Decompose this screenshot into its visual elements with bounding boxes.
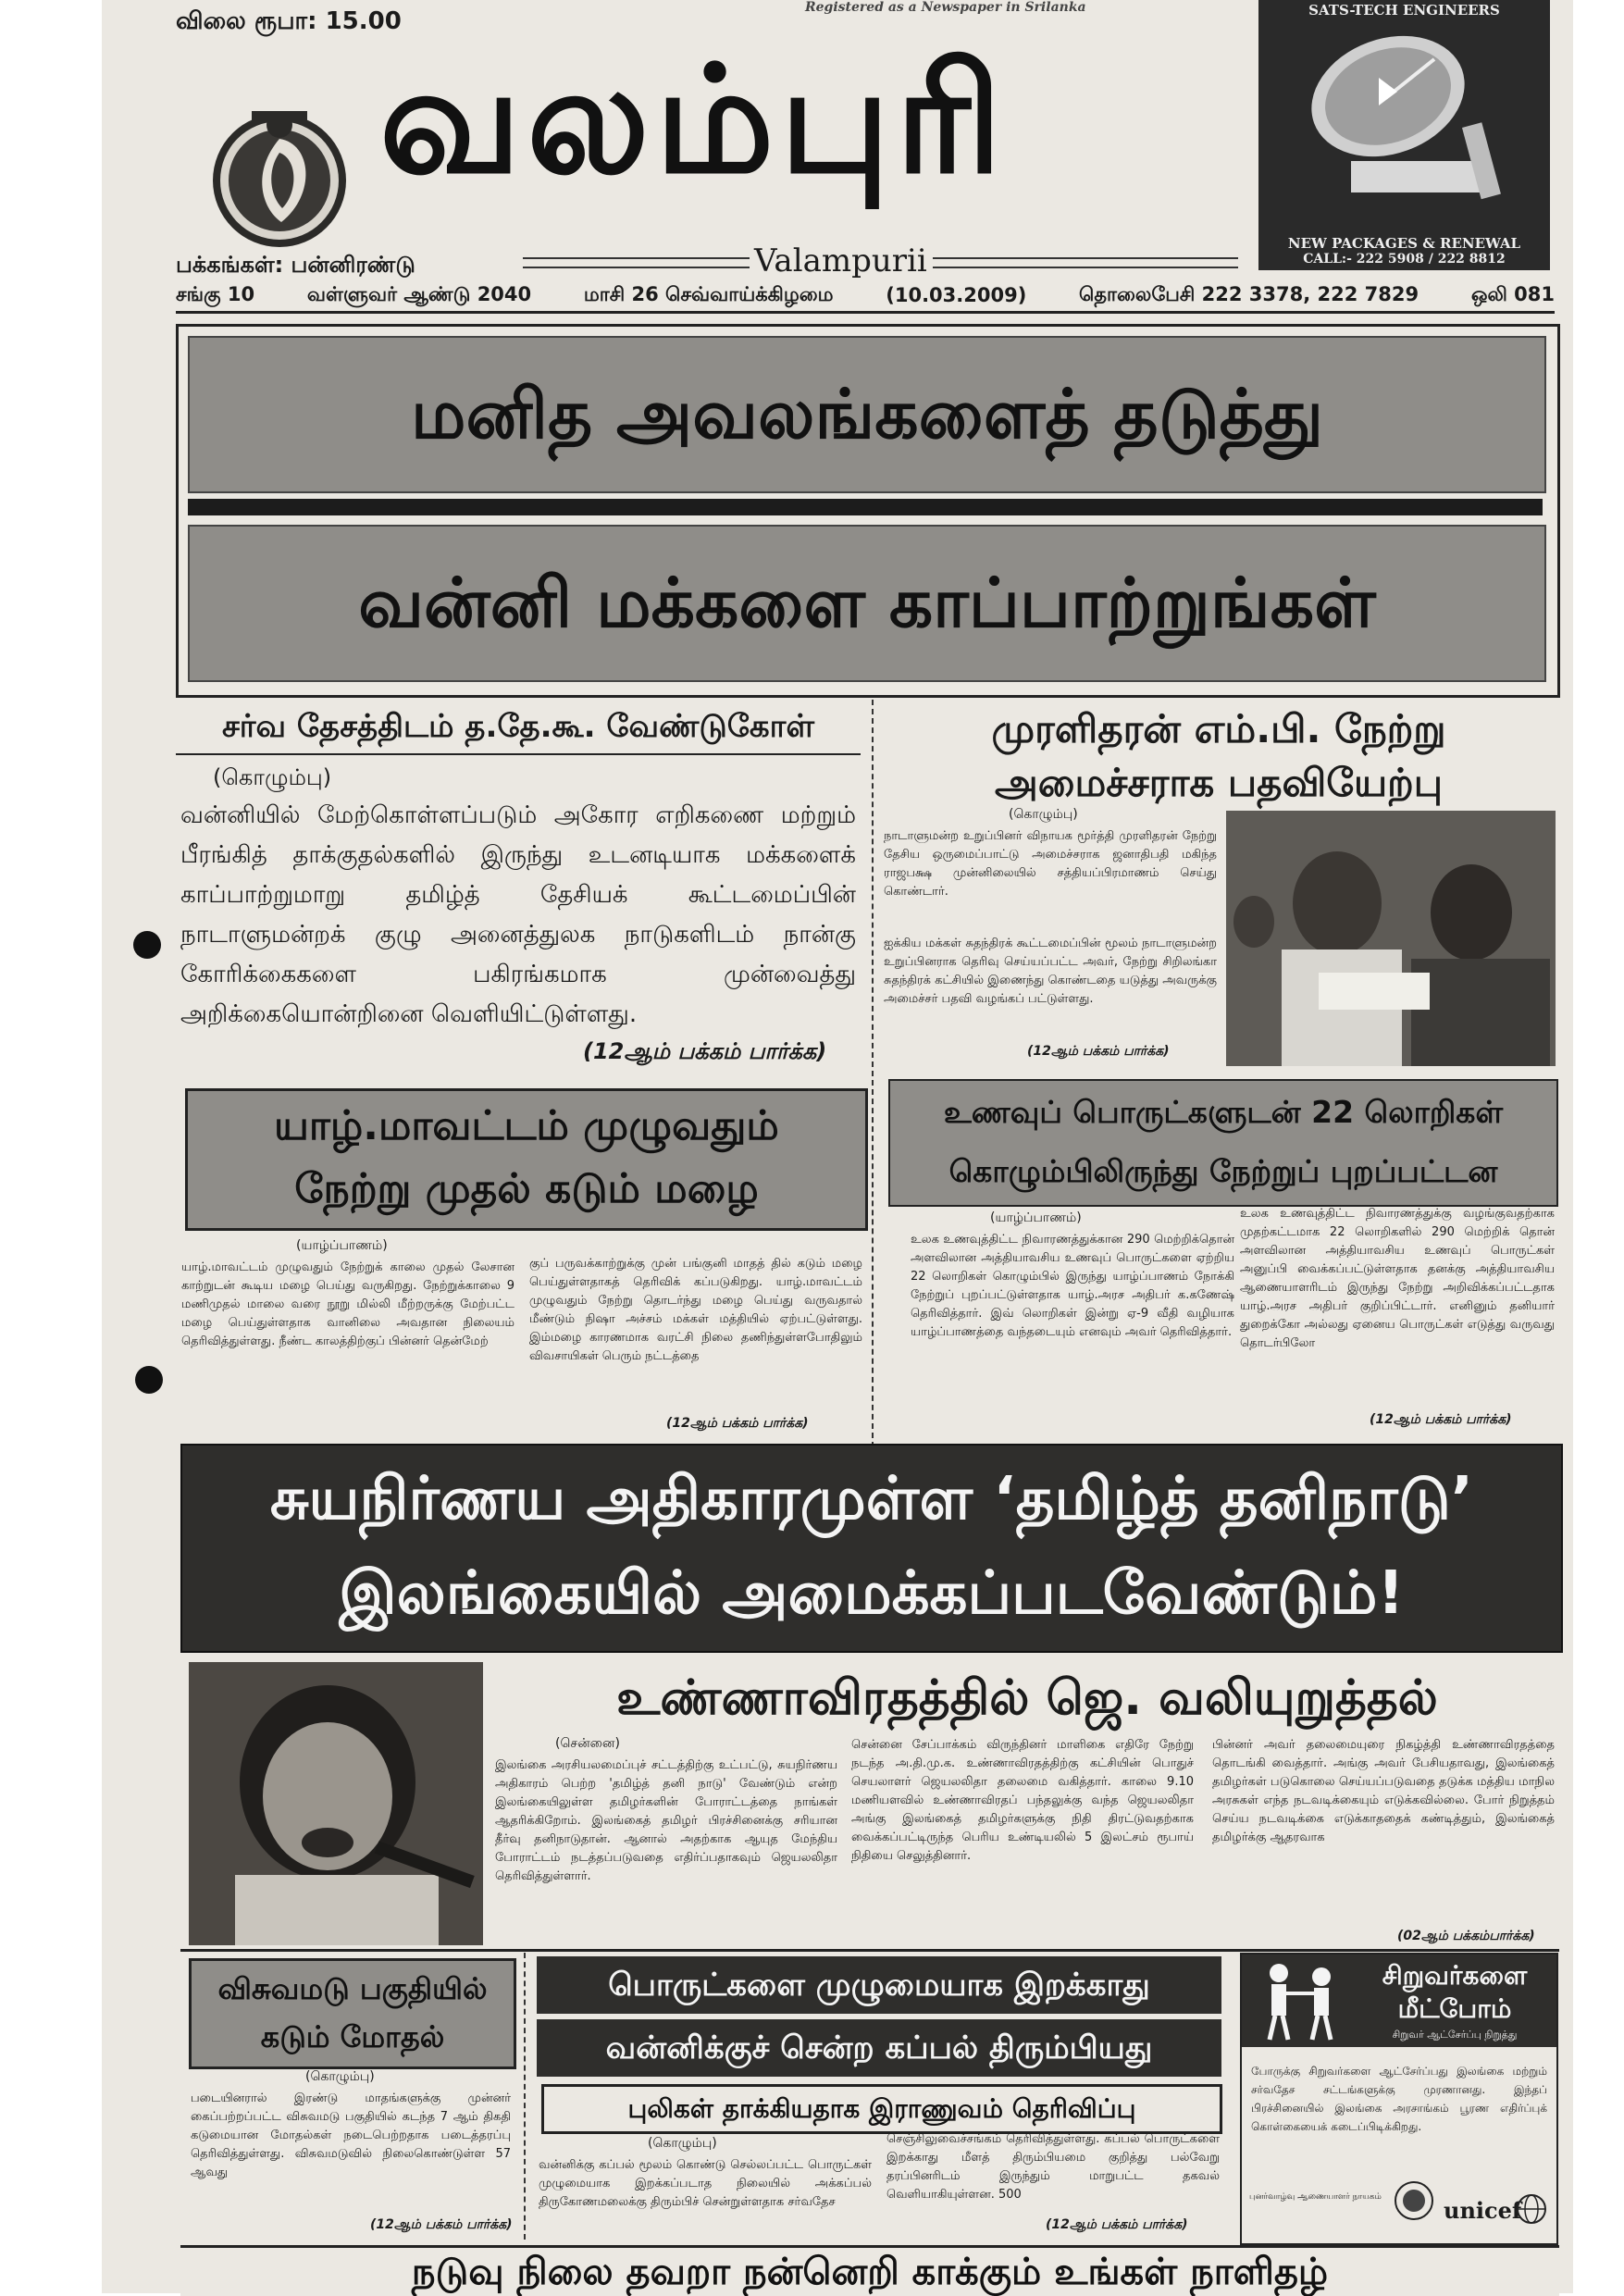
ad-call: CALL:- 222 5908 / 222 8812	[1303, 252, 1506, 267]
unicef-globe-icon	[1516, 2193, 1547, 2225]
ad-unicef-text: போருக்கு சிறுவர்களை ஆட்சேர்ப்பது இலங்கை மற்றும் சர்வதேச சட்டங்களுக்கு முரணானது. இந்தப் பிரச்சினையில் இலங்கை அரசாங்கம் பூரண எதிர்ப்புக் கொள்கையைக் கடைப்பிடிக்கிறது.	[1251, 2065, 1547, 2133]
rain-col1: யாழ்.மாவட்டம் முழுவதும் நேற்றுக் காலை முதல் லேசான காற்றுடன் கூடிய மழை பெய்து வருகிறது. நேற்றுக்காலை 9 மணிமுதல் மாலை வரை நூறு மில்லி மீற்றருக்கு மேற்பட்ட மழை பெய்துள்ளதாக வானிலை அவதான நிலையம் தெரிவித்துள்ளது. நீண்ட காலத்திற்குப் பின்னர் தென்மேற்	[181, 1260, 514, 1348]
ad-sats-tech	[1258, 0, 1550, 270]
ship-col2: செஞ்சிலுவைச்சங்கம் தெரிவித்துள்ளது. கப்பல் பொருட்களை இறக்காது மீளத் திரும்பியமை குறித்து பல்வேறு தரப்பினரிடம் இருந்தும் மாறுபட்ட தகவல் வெளியாகியுள்ளன. 500	[886, 2132, 1220, 2202]
lorries-continued: (12ஆம் பக்கம் பார்க்க)	[1370, 1412, 1512, 1427]
second-headline-box	[180, 1444, 1563, 1653]
punch-hole	[133, 931, 161, 959]
rain-col2: குப் பருவக்காற்றுக்கு முன் பங்குனி மாதத் தில் கடும் மழை பெய்துள்ளதாகத் தெரிவிக் கப்படுகிறது. யாழ்.மாவட்டம் முழுவதும் நேற்று தொடர்ந்து மழை பெய்து வருவதால் மீண்டும் நிஷா அச்சம் மக்கள் மத்தியில் ஏற்பட்டுள்ளது. இம்மழை காரணமாக வரட்சி நிலை தணிந்துள்ளபோதிலும் விவசாயிகள் பெரும் நட்டத்தை	[529, 1257, 862, 1363]
lorries-headline-box	[888, 1079, 1558, 1207]
column-divider	[872, 700, 874, 1447]
jaya-dateline: (சென்னை)	[555, 1736, 620, 1751]
rain-continued: (12ஆம் பக்கம் பார்க்க)	[666, 1416, 809, 1431]
punch-hole	[135, 1366, 163, 1394]
ship-subhead: புலிகள் தாக்கியதாக இராணுவம் தெரிவிப்பு	[627, 2093, 1136, 2124]
ad-unicef-heading-1: சிறுவர்களை	[1382, 1960, 1528, 1991]
conch-emblem	[196, 93, 363, 259]
jayalalitha-photo	[189, 1662, 483, 1945]
ship-headline-2-box	[537, 2019, 1221, 2077]
tna-headline-rule	[176, 753, 861, 755]
jaya-col2: சென்னை சேப்பாக்கம் விருந்தினர் மாளிகை எதிரே நேற்று நடந்த அ.தி.மு.க. உண்ணாவிரதத்திற்கு கட்சியின் பொதுச் செயலாளர் ஜெயலலிதா தலைமை வகித்தார். காலை 9.10 மணியளவில் உண்ணாவிரதப் பந்தலுக்கு வந்த ஜெயலலிதா அங்கு இலங்கைத் தமிழர்களுக்கு நிதி திரட்டுவதற்காக வைக்கப்பட்டிருந்த பெரிய உண்டியலில் 5 இலட்சம் ரூபாய் நிதியை செலுத்தினார்.	[851, 1738, 1194, 1863]
rain-headline-2: நேற்று முதல் கடும் மழை	[294, 1165, 759, 1212]
ad-company: SATS-TECH ENGINEERS	[1308, 2, 1500, 19]
lorries-col2: உலக உணவுத்திட்ட நிவாரணத்துக்கு வழங்குவதற்காக முதற்கட்டமாக 22 லொறிகளில் 290 மெற்றிக் தொன் அளவிலான அத்தியாவசிய உணவுப் பொருட்கள் அனுப்பி வைக்கப்பட்டுள்ளதாக தனக்கு அத்தியாவசிய ஆணையாளரிடம் இருந்து நேற்று அறிவிக்கப்பட்டதாக யாழ்.அரச அதிபர் குறிப்பிட்டார். எனினும் தனியார் துறைக்கோ அல்லது ஏனைய பொருட்கள் எடுத்து வருவது தொடர்பிலோ	[1240, 1207, 1555, 1350]
tna-body: வன்னியில் மேற்கொள்ளப்படும் அகோர எறிகணை மற்றும் பீரங்கித் தாக்குதல்களில் இருந்து உடனடியாக மக்களைக் காப்பாற்றுமாறு தமிழ்த் தேசியக் கூட்டமைப்பின் நாடாளுமன்றக் குழு அனைத்துலக நாடுகளிடம் நான்கு கோரிக்கைகளை பகிரங்கமாக முன்வைத்து அறிக்கையொன்றினை வெளியிட்டுள்ளது.	[180, 801, 856, 1028]
murali-headline-2: அமைச்சராக பதவியேற்பு	[995, 760, 1443, 805]
valluvar-year: வள்ளுவர் ஆண்டு 2040	[306, 282, 532, 305]
tna-headline: சர்வ தேசத்திடம் த.தே.கூ. வேண்டுகோள்	[221, 708, 815, 745]
lorries-dateline: (யாழ்ப்பாணம்)	[990, 1210, 1082, 1225]
lorries-headline-2: கொழும்பிலிருந்து நேற்றுப் புறப்பட்டன	[948, 1153, 1498, 1189]
registered-note: Registered as a Newspaper in Srilanka	[805, 0, 1086, 15]
issue-number: ஒலி 081	[1470, 282, 1555, 305]
rain-headline-box	[185, 1088, 868, 1231]
second-headline-2: இலங்கையில் அமைக்கப்படவேண்டும்!	[339, 1559, 1405, 1628]
date-numeric: (10.03.2009)	[886, 284, 1027, 306]
title-rule-right	[933, 257, 1238, 268]
main-headline-frame	[176, 324, 1560, 698]
murali-dateline: (கொழும்பு)	[1009, 807, 1078, 822]
murali-para1: நாடாளுமன்ற உறுப்பினர் விநாயக மூர்த்தி முரளிதரன் நேற்று தேசிய ஒருமைப்பாட்டு அமைச்சராக ஜனாதிபதி மகிந்த ராஜபக்ஷ முன்னிலையில் சத்தியப்பிரமாணம் செய்து கொண்டார்.	[884, 829, 1217, 899]
murali-photo	[1226, 811, 1556, 1066]
ad-unicef-org: புனர்வாழ்வு ஆணையாளர் நாயகம்	[1249, 2192, 1382, 2202]
ship-subhead-box	[541, 2084, 1222, 2134]
unicef-logo: unicef	[1444, 2197, 1522, 2224]
visuvamadu-dateline: (கொழும்பு)	[305, 2069, 375, 2084]
ship-headline-1: பொருட்களை முழுமையாக இறக்காது	[608, 1967, 1150, 2004]
ad-packages: NEW PACKAGES & RENEWAL	[1287, 235, 1521, 252]
jaya-headline: உண்ணாவிரதத்தில் ஜெ. வலியுறுத்தல்	[616, 1670, 1438, 1726]
jaya-continued: (02ஆம் பக்கம்பார்க்க)	[1397, 1929, 1535, 1943]
jaya-col1: இலங்கை அரசியலமைப்புச் சட்டத்திற்கு உட்பட்டு, சுயநிர்ணய அதிகாரம் பெற்ற 'தமிழ்த் தனி நாடு' வேண்டும் என்ற இலங்கையிலுள்ள தமிழர்களின் போராட்டத்தை நாங்கள் ஆதரிக்கிறோம். இலங்கைத் தமிழர் பிரச்சினைக்கு சரியான தீர்வு தனிநாடுதான். ஆனால் அதற்காக ஆயுத மேந்திய போராட்டம் நடத்தப்படுவதை எதிர்ப்பதாகவும் ஜெயலலிதா தெரிவித்துள்ளார்.	[495, 1758, 837, 1883]
footer-slogan: நடுவு நிலை தவறா நன்னெறி காக்கும் உங்கள் நாளிதழ்	[411, 2251, 1329, 2293]
title-rule-left	[523, 257, 750, 268]
column-divider-lower	[524, 1953, 526, 2240]
phone: தொலைபேசி 222 3378, 222 7829	[1079, 282, 1419, 305]
headline-divider	[188, 499, 1543, 515]
visuvamadu-body: படையினரால் இரண்டு மாதங்களுக்கு முன்னர் கைப்பற்றப்பட்ட விசுவமடு பகுதியில் கடந்த 7 ஆம் திகதி கடுமையான மோதல்கள் நடைபெற்றதாக படைத்தரப்பு தெரிவித்துள்ளது. விசுவமடுவில் நிலைகொண்டுள்ள 57 ஆவது	[191, 2091, 511, 2179]
ship-col1: வன்னிக்கு கப்பல் மூலம் கொண்டு செல்லப்பட்ட பொருட்கள் முழுமையாக இறக்கப்படாத நிலையில் அக்கப்பல் திருகோணமலைக்கு திரும்பிச் சென்றுள்ளதாக சர்வதேச	[539, 2158, 872, 2209]
ad-unicef-subheading: சிறுவர் ஆட்சேர்ப்பு நிறுத்து	[1392, 2029, 1518, 2041]
main-headline-line2: வன்னி மக்களை காப்பாற்றுங்கள்	[188, 525, 1546, 682]
visuvamadu-headline-2: கடும் மோதல்	[260, 2019, 445, 2054]
murali-para2: ஐக்கிய மக்கள் சுதந்திரக் கூட்டமைப்பின் மூலம் நாடாளுமன்ற உறுப்பினராக தெரிவு செய்யப்பட்ட அவர், நேற்று சிறிலங்கா சுதந்திரக் கட்சியில் இணைந்து கொண்டதை யடுத்து அவருக்கு அமைச்சர் பதவி வழங்கப் பட்டுள்ளது.	[884, 937, 1217, 1006]
jaya-col3: பின்னர் அவர் தலைமையுரை நிகழ்த்தி உண்ணாவிரதத்தை தொடங்கி வைத்தார். அங்கு அவர் பேசியதாவது, இலங்கைத் தமிழர்கள் படுகொலை செய்யப்படுவதை தடுக்க மத்திய மாநில அரசுகள் எந்த நடவடிக்கையும் எடுக்கவில்லை. போர் நிறுத்தம் செய்ய நடவடிக்கை எடுக்காததைக் கண்டித்தும், இலங்கைத் தமிழர்க்கு ஆதரவாக	[1212, 1738, 1555, 1844]
section-rule	[180, 1949, 1559, 1952]
satellite-dish-icon	[1295, 22, 1518, 207]
ad-unicef	[1240, 1953, 1558, 2245]
visuvamadu-headline-1: விசுவமடு பகுதியில்	[217, 1971, 488, 2006]
volume: சங்கு 10	[176, 282, 255, 305]
dateline-bar	[176, 279, 1555, 314]
murali-headline-1: முரளிதரன் எம்.பி. நேற்று	[991, 706, 1446, 751]
visuvamadu-continued: (12ஆம் பக்கம் பார்க்க)	[370, 2217, 513, 2232]
ship-headline-1-box	[537, 1956, 1221, 2014]
rain-headline-1: யாழ்.மாவட்டம் முழுவதும்	[274, 1102, 779, 1149]
tamil-date: மாசி 26 செவ்வாய்க்கிழமை	[583, 282, 834, 305]
price: விலை ரூபா: 15.00	[176, 7, 402, 35]
ad-unicef-banner	[1242, 1955, 1556, 2047]
ship-headline-2: வன்னிக்குச் சென்ற கப்பல் திரும்பியது	[605, 2029, 1153, 2066]
tna-dateline: (கொழும்பு)	[213, 764, 332, 790]
ship-dateline: (கொழும்பு)	[648, 2136, 717, 2151]
newspaper-title: வலம்புரி	[379, 33, 1008, 206]
title-latin: Valampurii	[754, 242, 927, 279]
footer-slogan-box	[180, 2245, 1559, 2296]
pages-count: பக்கங்கள்: பன்னிரண்டு	[176, 252, 415, 278]
second-headline-1: சுயநிர்ணய அதிகாரமுள்ள ‘தமிழ்த் தனிநாடு’	[269, 1465, 1474, 1533]
children-icon	[1251, 1956, 1353, 2045]
tna-continued: (12ஆம் பக்கம் பார்க்க)	[583, 1038, 827, 1064]
visuvamadu-headline-box	[189, 1958, 516, 2069]
main-headline-line1: மனித அவலங்களைத் தடுத்து	[188, 336, 1546, 493]
ship-continued: (12ஆம் பக்கம் பார்க்க)	[1046, 2217, 1188, 2232]
lorries-col1: உலக உணவுத்திட்ட நிவாரணத்துக்கான 290 மெற்றிக்தொன் அளவிலான அத்தியாவசிய உணவுப் பொருட்களை ஏற்றிய 22 லொறிகள் கொழும்பில் இருந்து யாழ்ப்பாணம் நோக்கி நேற்றுப் புறப்பட்டுள்ளதாக யாழ்.அரச அதிபர் க.கணேஷ் தெரிவித்தார். இவ் லொறிகள் இன்று ஏ-9 வீதி வழியாக யாழ்ப்பாணத்தை வந்தடையும் எனவும் அவர் தெரிவித்தார்.	[911, 1233, 1234, 1339]
ad-unicef-heading-2: மீட்போம்	[1397, 1993, 1512, 2024]
sri-lanka-emblem-icon	[1394, 2180, 1434, 2221]
lorries-headline-1: உணவுப் பொருட்களுடன் 22 லொறிகள்	[943, 1094, 1504, 1130]
rain-dateline: (யாழ்ப்பாணம்)	[296, 1238, 388, 1253]
murali-continued: (12ஆம் பக்கம் பார்க்க)	[1027, 1044, 1170, 1059]
